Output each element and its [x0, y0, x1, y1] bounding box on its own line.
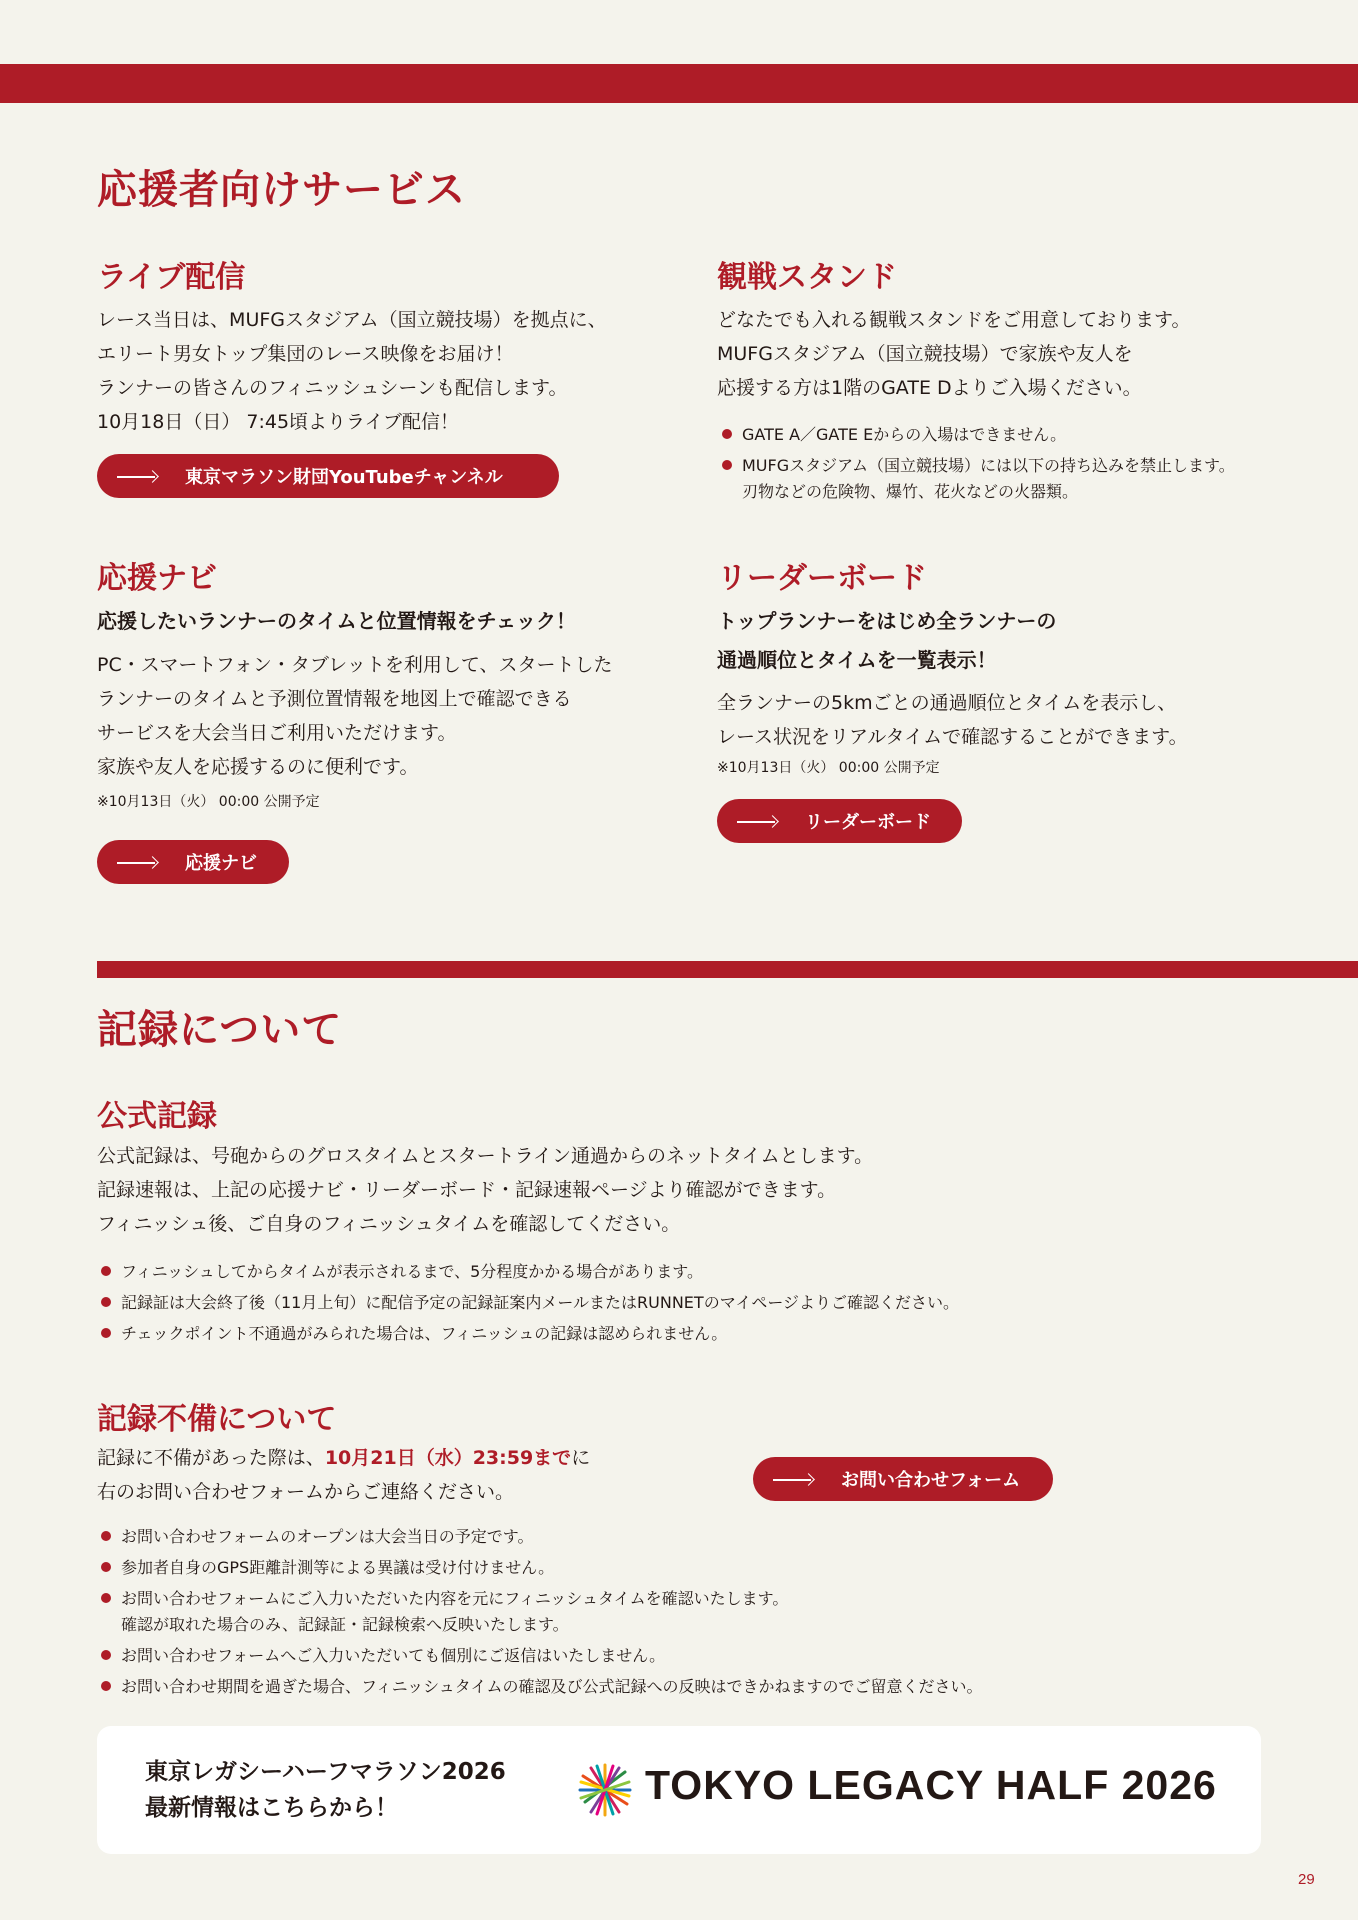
tokyo-legacy-half-logo-icon	[577, 1762, 633, 1818]
navi-title: 応援ナビ	[97, 561, 217, 596]
official-record-title: 公式記録	[97, 1099, 217, 1134]
arrow-right-icon	[117, 470, 157, 482]
bullet-dot-icon	[101, 1531, 111, 1541]
bullet-dot-icon	[101, 1328, 111, 1338]
leaderboard-lead: トップランナーをはじめ全ランナーの 通過順位とタイムを一覧表示！	[717, 609, 1057, 672]
official-record-notes	[101, 1256, 959, 1349]
arrow-right-icon	[773, 1473, 813, 1485]
list-item: GATE A／GATE Eからの入場はできません。	[722, 419, 1235, 450]
page-number: 29	[1298, 1871, 1315, 1888]
leaderboard-description: 全ランナーの5kmごとの通過順位とタイムを表示し、 レース状況をリアルタイムで確認することができます。	[717, 692, 1188, 748]
top-divider-bar	[0, 64, 1358, 103]
list-item: お問い合わせフォームのオープンは大会当日の予定です。	[101, 1521, 982, 1552]
list-item: 記録証は大会終了後（11月上旬）に配信予定の記録証案内メールまたはRUNNETのマイページよりご確認ください。	[101, 1287, 959, 1318]
stand-notes	[722, 419, 1235, 507]
leaderboard-note: ※10月13日（火） 00:00 公開予定	[717, 760, 940, 776]
bullet-dot-icon	[101, 1562, 111, 1572]
deficiency-title: 記録不備について	[97, 1402, 337, 1437]
logo-wordmark: TOKYO LEGACY HALF 2026	[645, 1762, 1217, 1808]
list-item: フィニッシュしてからタイムが表示されるまで、5分程度かかる場合があります。	[101, 1256, 959, 1287]
youtube-channel-button[interactable]: 東京マラソン財団YouTubeチャンネル	[97, 454, 559, 498]
official-record-description: 公式記録は、号砲からのグロスタイムとスタートライン通過からのネットタイムとします。 記録速報は、上記の応援ナビ・リーダーボード・記録速報ページより確認ができます。 フィニッシュ後、ご自身のフィニッシュタイムを確認してください。	[97, 1145, 874, 1235]
bullet-dot-icon	[101, 1297, 111, 1307]
list-item: お問い合わせフォームにご入力いただいた内容を元にフィニッシュタイムを確認いたします。 確認が取れた場合のみ、記録証・記録検索へ反映いたします。	[101, 1583, 982, 1640]
live-title: ライブ配信	[97, 260, 246, 295]
leaderboard-title: リーダーボード	[717, 561, 927, 596]
bullet-dot-icon	[101, 1681, 111, 1691]
support-section-title: 応援者向けサービス	[97, 167, 466, 213]
banner-text: 東京レガシーハーフマラソン2026 最新情報はこちらから！	[145, 1759, 506, 1821]
bullet-dot-icon	[722, 429, 732, 439]
navi-lead: 応援したいランナーのタイムと位置情報をチェック！	[97, 609, 576, 633]
records-section-title: 記録について	[97, 1007, 343, 1053]
live-description: レース当日は、MUFGスタジアム（国立競技場）を拠点に、 エリート男女トップ集団のレース映像をお届け！ ランナーの皆さんのフィニッシュシーンも配信します。 10月18日（日） 7:45頃よりライブ配信！	[97, 309, 607, 433]
navi-note: ※10月13日（火） 00:00 公開予定	[97, 794, 320, 810]
arrow-right-icon	[737, 815, 777, 827]
bullet-dot-icon	[722, 460, 732, 470]
deadline-highlight: 10月21日（水）23:59まで	[324, 1447, 572, 1469]
stand-description: どなたでも入れる観戦スタンドをご用意しております。 MUFGスタジアム（国立競技場）で家族や友人を 応援する方は1階のGATE Dよりご入場ください。	[717, 309, 1191, 399]
bullet-dot-icon	[101, 1650, 111, 1660]
contact-form-button[interactable]: お問い合わせフォーム	[753, 1457, 1053, 1501]
deficiency-notes	[101, 1521, 982, 1702]
list-item: お問い合わせフォームへご入力いただいても個別にご返信はいたしません。	[101, 1640, 982, 1671]
latest-info-banner[interactable]	[97, 1726, 1261, 1854]
navi-button[interactable]: 応援ナビ	[97, 840, 289, 884]
stand-title: 観戦スタンド	[717, 260, 897, 295]
section-divider-bar	[97, 961, 1358, 978]
bullet-dot-icon	[101, 1266, 111, 1276]
list-item: MUFGスタジアム（国立競技場）には以下の持ち込みを禁止します。 刃物などの危険物、爆竹、花火などの火器類。	[722, 450, 1235, 507]
arrow-right-icon	[117, 856, 157, 868]
list-item: チェックポイント不通過がみられた場合は、フィニッシュの記録は認められません。	[101, 1318, 959, 1349]
list-item: 参加者自身のGPS距離計測等による異議は受け付けません。	[101, 1552, 982, 1583]
list-item: お問い合わせ期間を過ぎた場合、フィニッシュタイムの確認及び公式記録への反映はできかねますのでご留意ください。	[101, 1671, 982, 1702]
bullet-dot-icon	[101, 1593, 111, 1603]
deficiency-description: 記録に不備があった際は、10月21日（水）23:59までに 右のお問い合わせフォームからご連絡ください。	[97, 1447, 591, 1503]
navi-description: PC・スマートフォン・タブレットを利用して、スタートした ランナーのタイムと予測位置情報を地図上で確認できる サービスを大会当日ご利用いただけます。 家族や友人を応援するのに便利です。	[97, 654, 613, 778]
leaderboard-button[interactable]: リーダーボード	[717, 799, 962, 843]
